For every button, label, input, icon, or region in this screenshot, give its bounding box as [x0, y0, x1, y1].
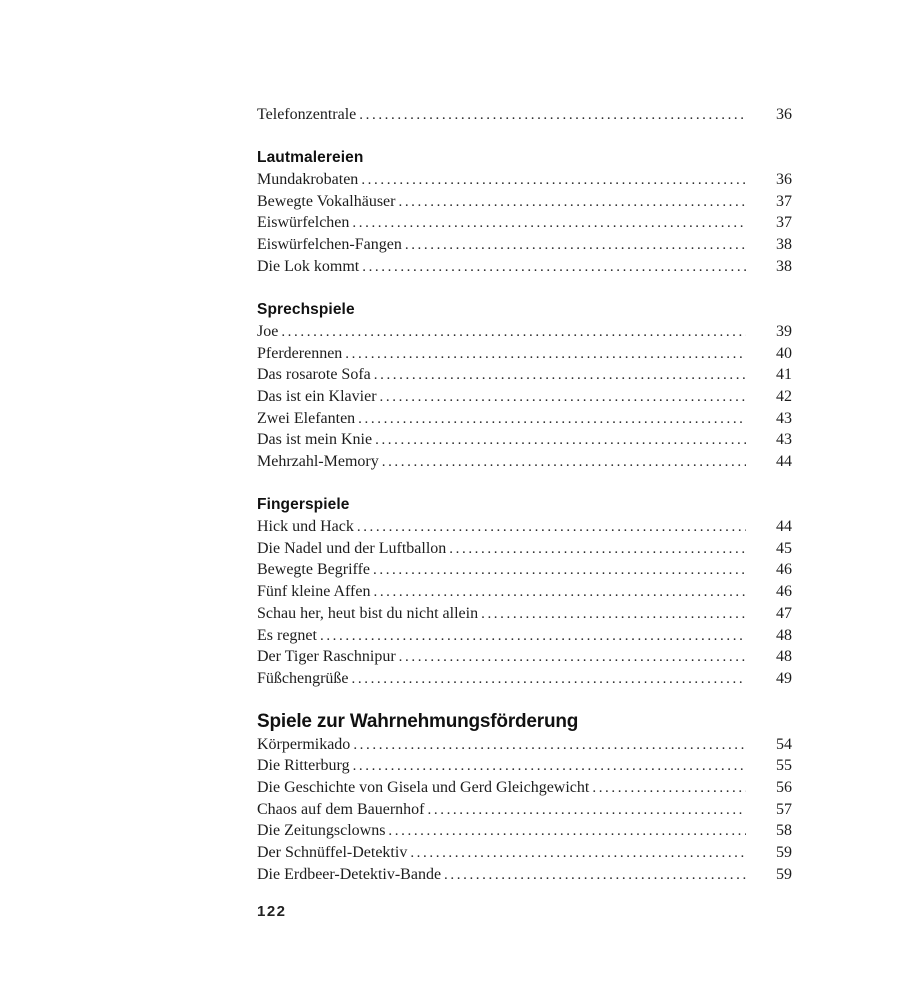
toc-entry-title: Die Ritterburg	[257, 757, 350, 775]
dot-leader	[370, 582, 746, 604]
toc-list	[257, 104, 792, 885]
toc-entry-title: Füßchengrüße	[257, 669, 349, 687]
toc-entry-title: Die Erdbeer-Detektiv-Bande	[257, 865, 442, 883]
toc-section	[257, 147, 792, 277]
toc-section	[257, 494, 792, 689]
toc-entry-page: 56	[776, 778, 792, 796]
toc-entry	[257, 408, 792, 430]
toc-entry-title: Die Lok kommt	[257, 257, 360, 275]
dot-leader	[446, 539, 746, 561]
toc-entry	[257, 559, 792, 581]
toc-entry	[257, 386, 792, 408]
dot-leader	[371, 365, 746, 387]
toc-entry-title: Hick und Hack	[257, 518, 354, 536]
toc-entry-title: Fünf kleine Affen	[257, 583, 371, 601]
section-heading: Spiele zur Wahrnehmungsförderung	[257, 710, 579, 732]
toc-entry-page: 58	[776, 822, 792, 840]
toc-entry-title: Bewegte Begriffe	[257, 561, 370, 579]
toc-entry-title: Es regnet	[257, 626, 317, 644]
toc-entry-page: 38	[776, 236, 792, 254]
section-heading: Sprechspiele	[257, 301, 355, 319]
toc-entry-page: 37	[776, 192, 792, 210]
toc-entry-page: 38	[776, 257, 792, 275]
dot-leader	[441, 865, 746, 887]
toc-entry	[257, 755, 792, 777]
toc-section	[257, 709, 792, 886]
toc-entry-page: 49	[776, 669, 792, 687]
toc-entry-page: 55	[776, 757, 792, 775]
dot-leader	[349, 213, 746, 235]
toc-entry-page: 37	[776, 214, 792, 232]
dot-leader	[355, 409, 746, 431]
dot-leader	[317, 626, 746, 648]
dot-leader	[407, 843, 746, 865]
toc-entry	[257, 820, 792, 842]
section-heading: Lautmalereien	[257, 149, 364, 167]
toc-entry	[257, 734, 792, 756]
dot-leader	[385, 821, 746, 843]
dot-leader	[372, 430, 746, 452]
toc-entry	[257, 256, 792, 278]
toc-entry-title: Das ist ein Klavier	[257, 387, 377, 405]
dot-leader	[478, 604, 746, 626]
page-number: 122	[257, 903, 287, 920]
toc-entry	[257, 581, 792, 603]
toc-entry-title: Schau her, heut bist du nicht allein	[257, 604, 479, 622]
section-entries	[257, 516, 792, 690]
toc-entry	[257, 516, 792, 538]
toc-entry-title: Eiswürfelchen	[257, 214, 350, 232]
toc-entry	[257, 777, 792, 799]
section-entries	[257, 321, 792, 473]
dot-leader	[358, 170, 746, 192]
toc-entry	[257, 169, 792, 191]
toc-entry	[257, 842, 792, 864]
toc-content	[257, 104, 792, 885]
toc-entry	[257, 668, 792, 690]
toc-entry-page: 36	[776, 106, 792, 123]
toc-entry-page: 45	[776, 539, 792, 557]
toc-entry-page: 44	[776, 453, 792, 470]
toc-entry-page: 40	[776, 344, 792, 362]
toc-entry	[257, 364, 792, 386]
dot-leader	[402, 235, 746, 257]
toc-entry-title: Bewegte Vokalhäuser	[257, 192, 396, 210]
section-entries	[257, 169, 792, 277]
dot-leader	[379, 452, 746, 474]
toc-entry	[257, 603, 792, 625]
toc-entry	[257, 451, 792, 473]
toc-entry	[257, 864, 792, 886]
toc-entry-page: 57	[776, 800, 792, 818]
toc-entry-page: 59	[776, 844, 792, 861]
toc-entry	[257, 538, 792, 560]
toc-entry-title: Mehrzahl-Memory	[257, 453, 379, 470]
toc-entry-title: Die Nadel und der Luftballon	[257, 539, 447, 557]
toc-entry-title: Telefonzentrale	[257, 106, 357, 123]
toc-entry-page: 42	[776, 387, 792, 405]
dot-leader	[356, 105, 746, 127]
toc-entry-title: Der Tiger Raschnipur	[257, 648, 396, 666]
dot-leader	[425, 800, 746, 822]
toc-entry	[257, 343, 792, 365]
dot-leader	[589, 778, 746, 800]
toc-entry-page: 36	[776, 171, 792, 189]
dot-leader	[396, 647, 746, 669]
dot-leader	[350, 756, 746, 778]
toc-entry-title: Der Schnüffel-Detektiv	[257, 844, 408, 861]
toc-entry-page: 47	[776, 604, 792, 622]
toc-entry-title: Eiswürfelchen-Fangen	[257, 236, 402, 254]
toc-entry-title: Körpermikado	[257, 735, 351, 753]
toc-entry-title: Das ist mein Knie	[257, 431, 373, 449]
toc-entry-title: Joe	[257, 322, 279, 340]
toc-entry-page: 39	[776, 322, 792, 340]
dot-leader	[350, 735, 746, 757]
toc-entry	[257, 646, 792, 668]
toc-entry	[257, 104, 792, 126]
toc-entry-page: 43	[776, 409, 792, 427]
toc-entry	[257, 799, 792, 821]
section-heading: Fingerspiele	[257, 496, 350, 514]
toc-entry-page: 54	[776, 735, 792, 753]
dot-leader	[349, 669, 746, 691]
toc-entry-title: Pferderennen	[257, 344, 343, 362]
toc-entry-page: 43	[776, 431, 792, 449]
toc-entry	[257, 234, 792, 256]
toc-entry-title: Die Zeitungsclowns	[257, 822, 386, 840]
dot-leader	[359, 257, 746, 279]
toc-entry-page: 44	[776, 518, 792, 536]
toc-entry	[257, 321, 792, 343]
toc-entry-page: 41	[776, 366, 792, 384]
section-entries	[257, 734, 792, 886]
toc-entry-title: Mundakrobaten	[257, 171, 359, 189]
toc-entry-page: 59	[776, 865, 792, 883]
toc-entry-page: 46	[776, 561, 792, 579]
toc-entry-page: 48	[776, 626, 792, 644]
dot-leader	[342, 344, 746, 366]
toc-entry-page: 46	[776, 583, 792, 601]
toc-entry-title: Die Geschichte von Gisela und Gerd Gleichgewicht	[257, 778, 590, 796]
dot-leader	[278, 322, 746, 344]
toc-entry	[257, 212, 792, 234]
dot-leader	[395, 192, 746, 214]
dot-leader	[354, 517, 746, 539]
dot-leader	[370, 560, 746, 582]
dot-leader	[377, 387, 746, 409]
toc-section	[257, 299, 792, 473]
toc-entry-title: Das rosarote Sofa	[257, 366, 371, 384]
toc-entry	[257, 625, 792, 647]
toc-entry	[257, 191, 792, 213]
toc-entry-page: 48	[776, 648, 792, 666]
toc-entry-title: Chaos auf dem Bauernhof	[257, 800, 425, 818]
toc-entry	[257, 429, 792, 451]
toc-entry-title: Zwei Elefanten	[257, 409, 356, 427]
